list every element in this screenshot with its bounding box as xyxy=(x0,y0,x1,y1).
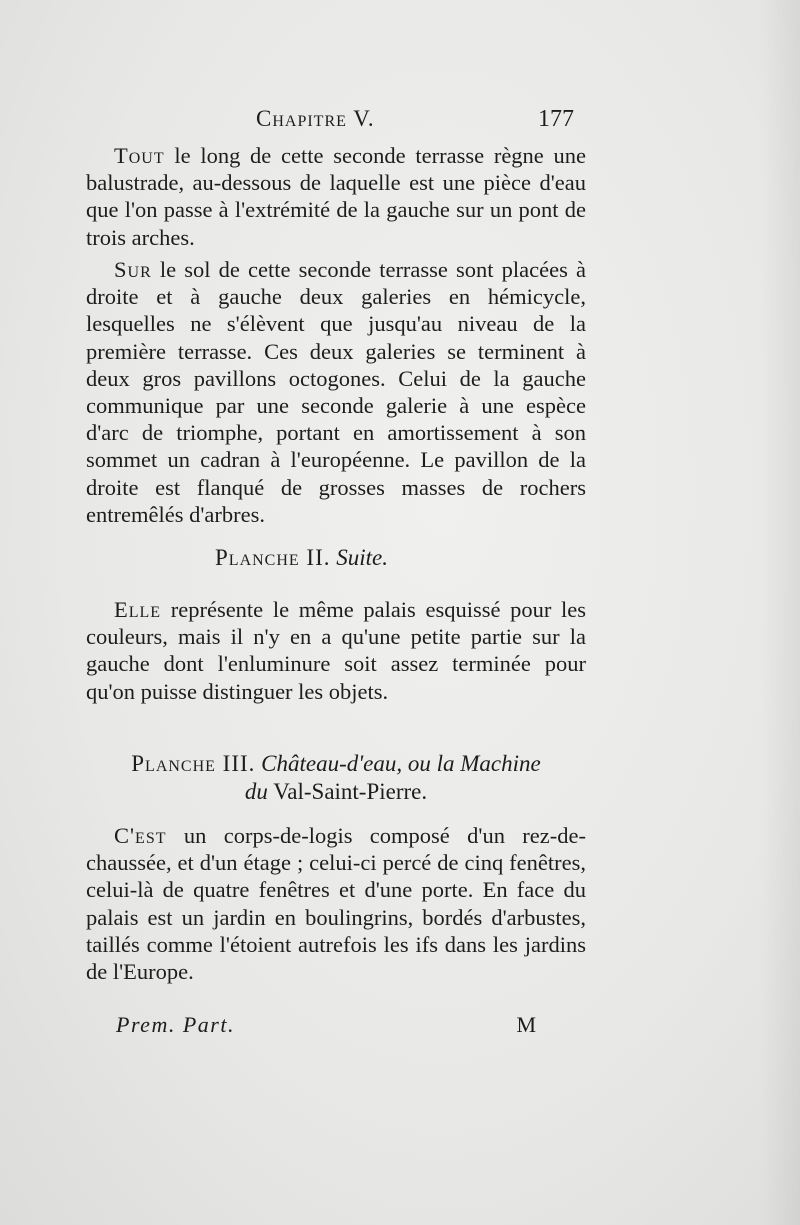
plate-3-label: Planche III. xyxy=(131,751,256,776)
paragraph-2-lead: Sur xyxy=(114,257,152,282)
plate-3-heading-line-1 xyxy=(86,750,586,778)
plate-3-title-1: Château-d'eau, ou la Machine xyxy=(261,751,541,776)
page-footer xyxy=(116,1012,536,1038)
page-header xyxy=(86,106,586,140)
paragraph-2-text: le sol de cette seconde terrasse sont placées à droite et à gauche deux galeries en hémicycle, lesquelles ne s'élèvent que jusqu'au niveau de la première terrasse. Ces deux galeries se terminent à deux gros pavillons octogones. Celui de la gauche communique par une seconde galerie à une espèce d'arc de triomphe, portant en amortissement à son sommet un cadran à l'européenne. Le pavillon de la droite est flanqué de grosses masses de rochers entremêlés d'arbres. xyxy=(86,257,586,527)
plate-3-title-roman: Val-Saint-Pierre. xyxy=(273,779,428,804)
paragraph-4 xyxy=(86,822,586,985)
paragraph-1 xyxy=(86,142,586,251)
footer-signature: Prem. Part. xyxy=(116,1012,235,1037)
paragraph-1-lead: Tout xyxy=(114,143,165,168)
plate-3-heading-line-2 xyxy=(86,778,586,806)
paragraph-3-lead: Elle xyxy=(114,597,162,622)
paragraph-4-text: un corps-de-logis composé d'un rez-de-chaussée, et d'un étage ; celui-ci percé de cinq fenêtres, celui-là de quatre fenêtres et d'une porte. En face du palais est un jardin en boulingrins, bordés d'arbustes, taillés comme l'étoient autrefois les ifs dans les jardins de l'Europe. xyxy=(86,823,586,985)
paragraph-3-text: représente le même palais esquissé pour les couleurs, mais il n'y en a qu'une petite partie sur la gauche dont l'enluminure soit assez terminée pour qu'on puisse distinguer les objets. xyxy=(86,597,586,704)
paragraph-2 xyxy=(86,256,586,528)
paragraph-1-text: le long de cette seconde terrasse règne une balustrade, au-dessous de laquelle est une pièce d'eau que l'on passe à l'extrémité de la gauche sur un pont de trois arches. xyxy=(86,143,586,250)
plate-2-label: Planche II. xyxy=(215,545,331,570)
running-title: Chapitre V. xyxy=(256,106,375,131)
page-edge-shadow xyxy=(760,0,800,1225)
paragraph-3 xyxy=(86,596,586,705)
plate-3-title-2: du xyxy=(244,779,268,804)
paragraph-4-lead: C'est xyxy=(114,823,167,848)
plate-3-heading xyxy=(86,750,586,806)
plate-2-subtitle: Suite. xyxy=(336,545,388,570)
page-number: 177 xyxy=(538,106,574,132)
sheet-mark: M xyxy=(516,1012,536,1037)
plate-2-heading xyxy=(215,545,388,571)
